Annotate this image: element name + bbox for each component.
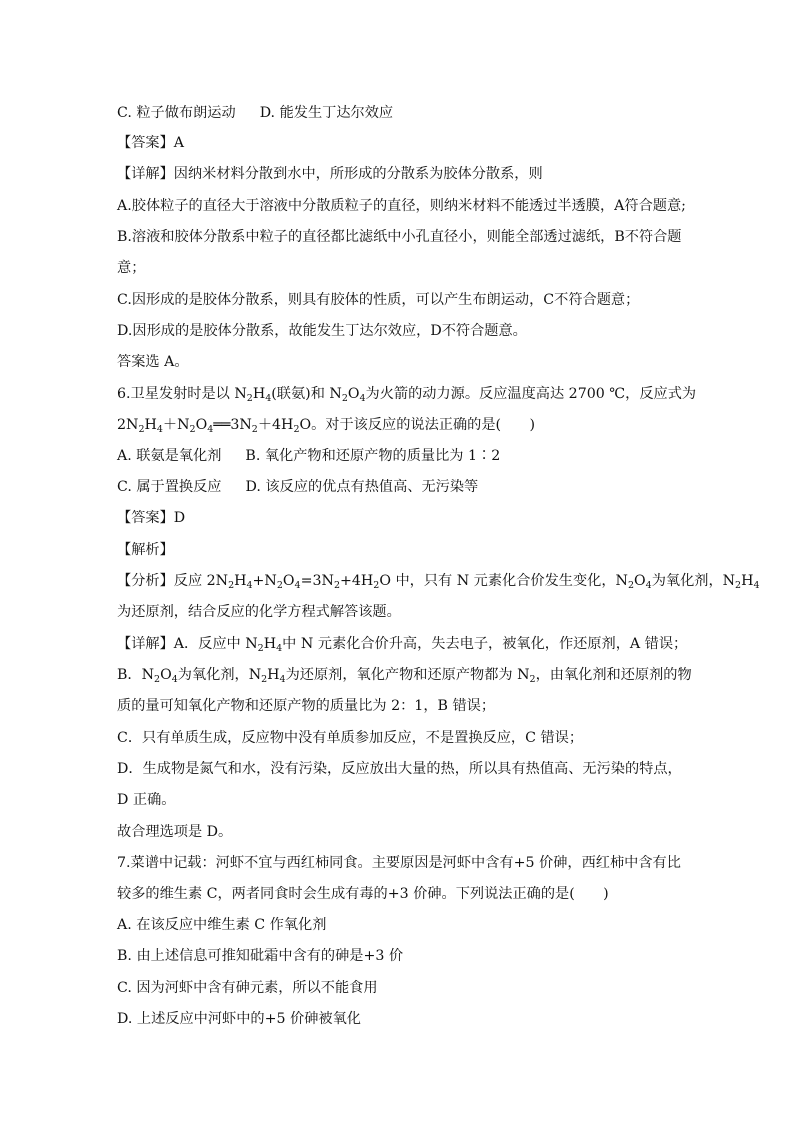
q6-fenxi-line1: 【分析】反应 $2N_2H_4+N_2O_4=3N_2+4H_2O$ 中，只有 N 元素化合价发生变化，$N_2O_4$为氧化剂，$N_2H_4$	[117, 573, 760, 591]
q7-option-b: B. 由上述信息可推知砒霜中含有的砷是+3 价	[117, 948, 404, 964]
q6-answer: 【答案】D	[117, 510, 186, 526]
q5-detail-c: C.因形成的是胶体分散系，则具有胶体的性质，可以产生布朗运动，C不符合题意；	[117, 292, 640, 308]
q6-equation-line: $2N_2H_4+N_2O_4══3N_2+4H_2O$。对于该反应的说法正确的是( )	[117, 417, 535, 435]
q6-detail-d-line1: D．生成物是氮气和水，没有污染，反应放出大量的热，所以具有热值高、无污染的特点，	[117, 761, 682, 777]
q5-option-d: D. 能发生丁达尔效应	[259, 105, 394, 121]
q5-detail-intro: 【详解】因纳米材料分散到水中，所形成的分散系为胶体分散系，则	[117, 166, 543, 182]
q7-option-c: C. 因为河虾中含有砷元素，所以不能食用	[117, 980, 378, 996]
q6-detail-a: 【详解】A．反应中 $N_2H_4$中 N 元素化合价升高，失去电子，被氧化，作还原剂，A 错误；	[117, 636, 688, 654]
q6-option-c: C. 属于置换反应	[117, 479, 222, 495]
q6-analysis-label: 【解析】	[117, 542, 174, 558]
q6-detail-b-line2: 质的量可知氧化产物和还原产物的质量比为 2：1，B 错误；	[117, 698, 496, 714]
q6-stem-line1: 6.卫星发射时是以 $N_2H_4$(联氨)和 $N_2O_4$为火箭的动力源。反应温度高达 2700 ℃，反应式为	[117, 386, 697, 404]
q6-options-ab	[117, 446, 500, 466]
q6-conclusion: 故合理选项是 D。	[117, 824, 233, 840]
q5-detail-a: A.胶体粒子的直径大于溶液中分散质粒子的直径，则纳米材料不能透过半透膜，A符合题意;	[117, 198, 686, 214]
q5-answer: 【答案】A	[117, 135, 184, 151]
q6-option-d: D. 该反应的优点有热值高、无污染等	[245, 479, 479, 495]
q5-options-cd	[117, 103, 393, 123]
q6-detail-b-line1: B．$N_2O_4$为氧化剂，$N_2H_4$为还原剂，氧化产物和还原产物都为 $N_2$，由氧化剂和还原剂的物	[117, 667, 692, 685]
q5-detail-d: D.因形成的是胶体分散系，故能发生丁达尔效应，D不符合题意。	[117, 323, 527, 339]
q6-option-b: B. 氧化产物和还原产物的质量比为 1∶2	[245, 448, 501, 464]
q6-options-cd	[117, 477, 478, 497]
q7-stem-line1: 7.菜谱中记载：河虾不宜与西红柿同食。主要原因是河虾中含有+5 价砷，西红柿中含有比	[117, 855, 681, 871]
q5-detail-b-line2: 意；	[117, 260, 146, 276]
q7-stem-line2: 较多的维生素 C，两者同食时会生成有毒的+3 价砷。下列说法正确的是( )	[117, 886, 609, 902]
q5-option-c: C. 粒子做布朗运动	[117, 105, 236, 121]
q6-option-a: A. 联氨是氧化剂	[117, 448, 222, 464]
q5-detail-b-line1: B.溶液和胶体分散系中粒子的直径都比滤纸中小孔直径小，则能全部透过滤纸，B不符合题	[117, 229, 682, 245]
q7-option-a: A. 在该反应中维生素 C 作氧化剂	[117, 917, 327, 933]
q6-fenxi-line2: 为还原剂，结合反应的化学方程式解答该题。	[117, 604, 401, 620]
q5-conclusion: 答案选 A。	[117, 354, 189, 370]
q6-detail-c: C．只有单质生成，反应物中没有单质参加反应，不是置换反应，C 错误；	[117, 730, 584, 746]
q6-detail-d-line2: D 正确。	[117, 792, 176, 808]
q7-option-d: D. 上述反应中河虾中的+5 价砷被氧化	[117, 1011, 361, 1027]
